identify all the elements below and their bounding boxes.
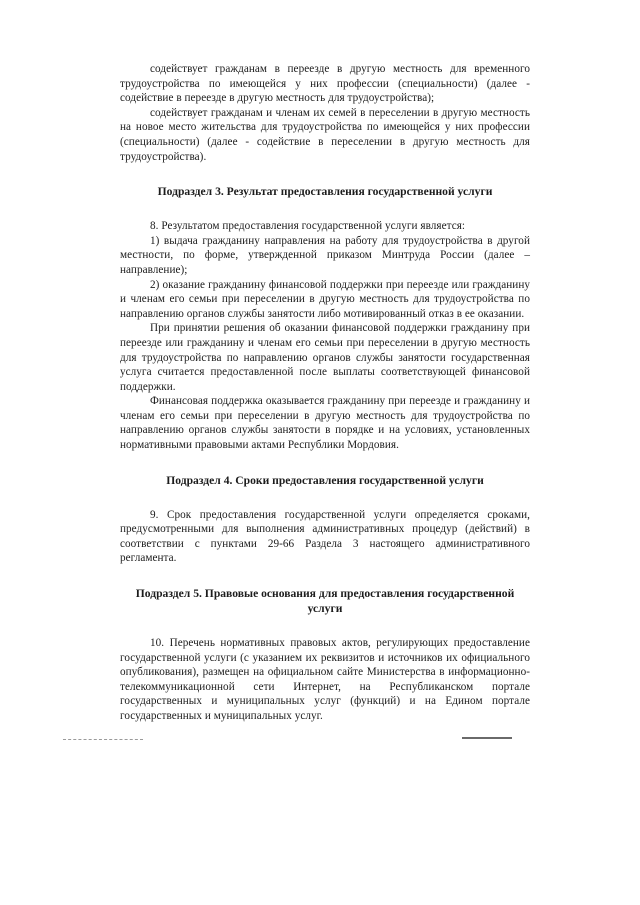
section-4-heading: Подраздел 4. Сроки предоставления государственной услуги	[166, 473, 484, 487]
section-4-paragraph-1: 9. Срок предоставления государственной услуги определяется сроками, предусмотренными для выполнения административных процедур (действий) в соответствии с пунктами 29-66 Раздела 3 настоящего административного регламента.	[120, 508, 530, 565]
document-body	[120, 62, 530, 724]
section-5-paragraph-1: 10. Перечень нормативных правовых актов, регулирующих предоставление государственной услуги (с указанием их реквизитов и источников их официального опубликования), размещен на официальном сайте Министерства в информационно-телекоммуникационной сети Интернет, на Республиканском портале государственных и муниципальных услуг (функций) и на Едином портале государственных и муниципальных услуг.	[120, 637, 530, 722]
section-5-heading: Подраздел 5. Правовые основания для предоставления государственной услуги	[135, 587, 515, 616]
intro-paragraph-2: содействует гражданам и членам их семей в переселении в другую местность на новое место жительства для трудоустройства по имеющейся у них профессии (специальности) (далее - содействие в переселении в другую местность для трудоустройства).	[120, 106, 530, 163]
section-3-paragraph-5: Финансовая поддержка оказывается гражданину при переезде и гражданину и членам его семьи при переселении в другую местность для трудоустройства по направлению органов службы занятости в порядке и на условиях, установленных нормативными правовыми актами Республики Мордовия.	[120, 395, 530, 452]
section-3-paragraph-1: 8. Результатом предоставления государственной услуги является:	[150, 220, 466, 233]
section-3-heading: Подраздел 3. Результат предоставления государственной услуги	[157, 185, 493, 199]
section-3-paragraph-4: При принятии решения об оказании финансовой поддержки гражданину при переезде или гражданину и членам его семьи при переселении в другую местность для трудоустройства по направлению органов службы занятости государственная услуга считается предоставленной после выплаты соответствующей финансовой поддержки.	[120, 322, 530, 393]
intro-paragraph-1: содействует гражданам в переезде в другую местность для временного трудоустройства по имеющейся у них профессии (специальности) (далее - содействие в переезде в другую местность для трудоустройства);	[120, 63, 530, 105]
section-3-paragraph-2: 1) выдача гражданину направления на работу для трудоустройства в другой местности, по форме, утвержденной приказом Минтруда России (далее – направление);	[120, 234, 530, 276]
scan-artifact-right	[462, 737, 512, 739]
scan-artifact-left	[63, 739, 143, 742]
section-3-paragraph-3: 2) оказание гражданину финансовой поддержки при переезде или гражданину и членам его семьи при переселении в другую местность для трудоустройства по направлению органов службы занятости либо мотивированный отказ в ее оказании.	[120, 278, 530, 320]
